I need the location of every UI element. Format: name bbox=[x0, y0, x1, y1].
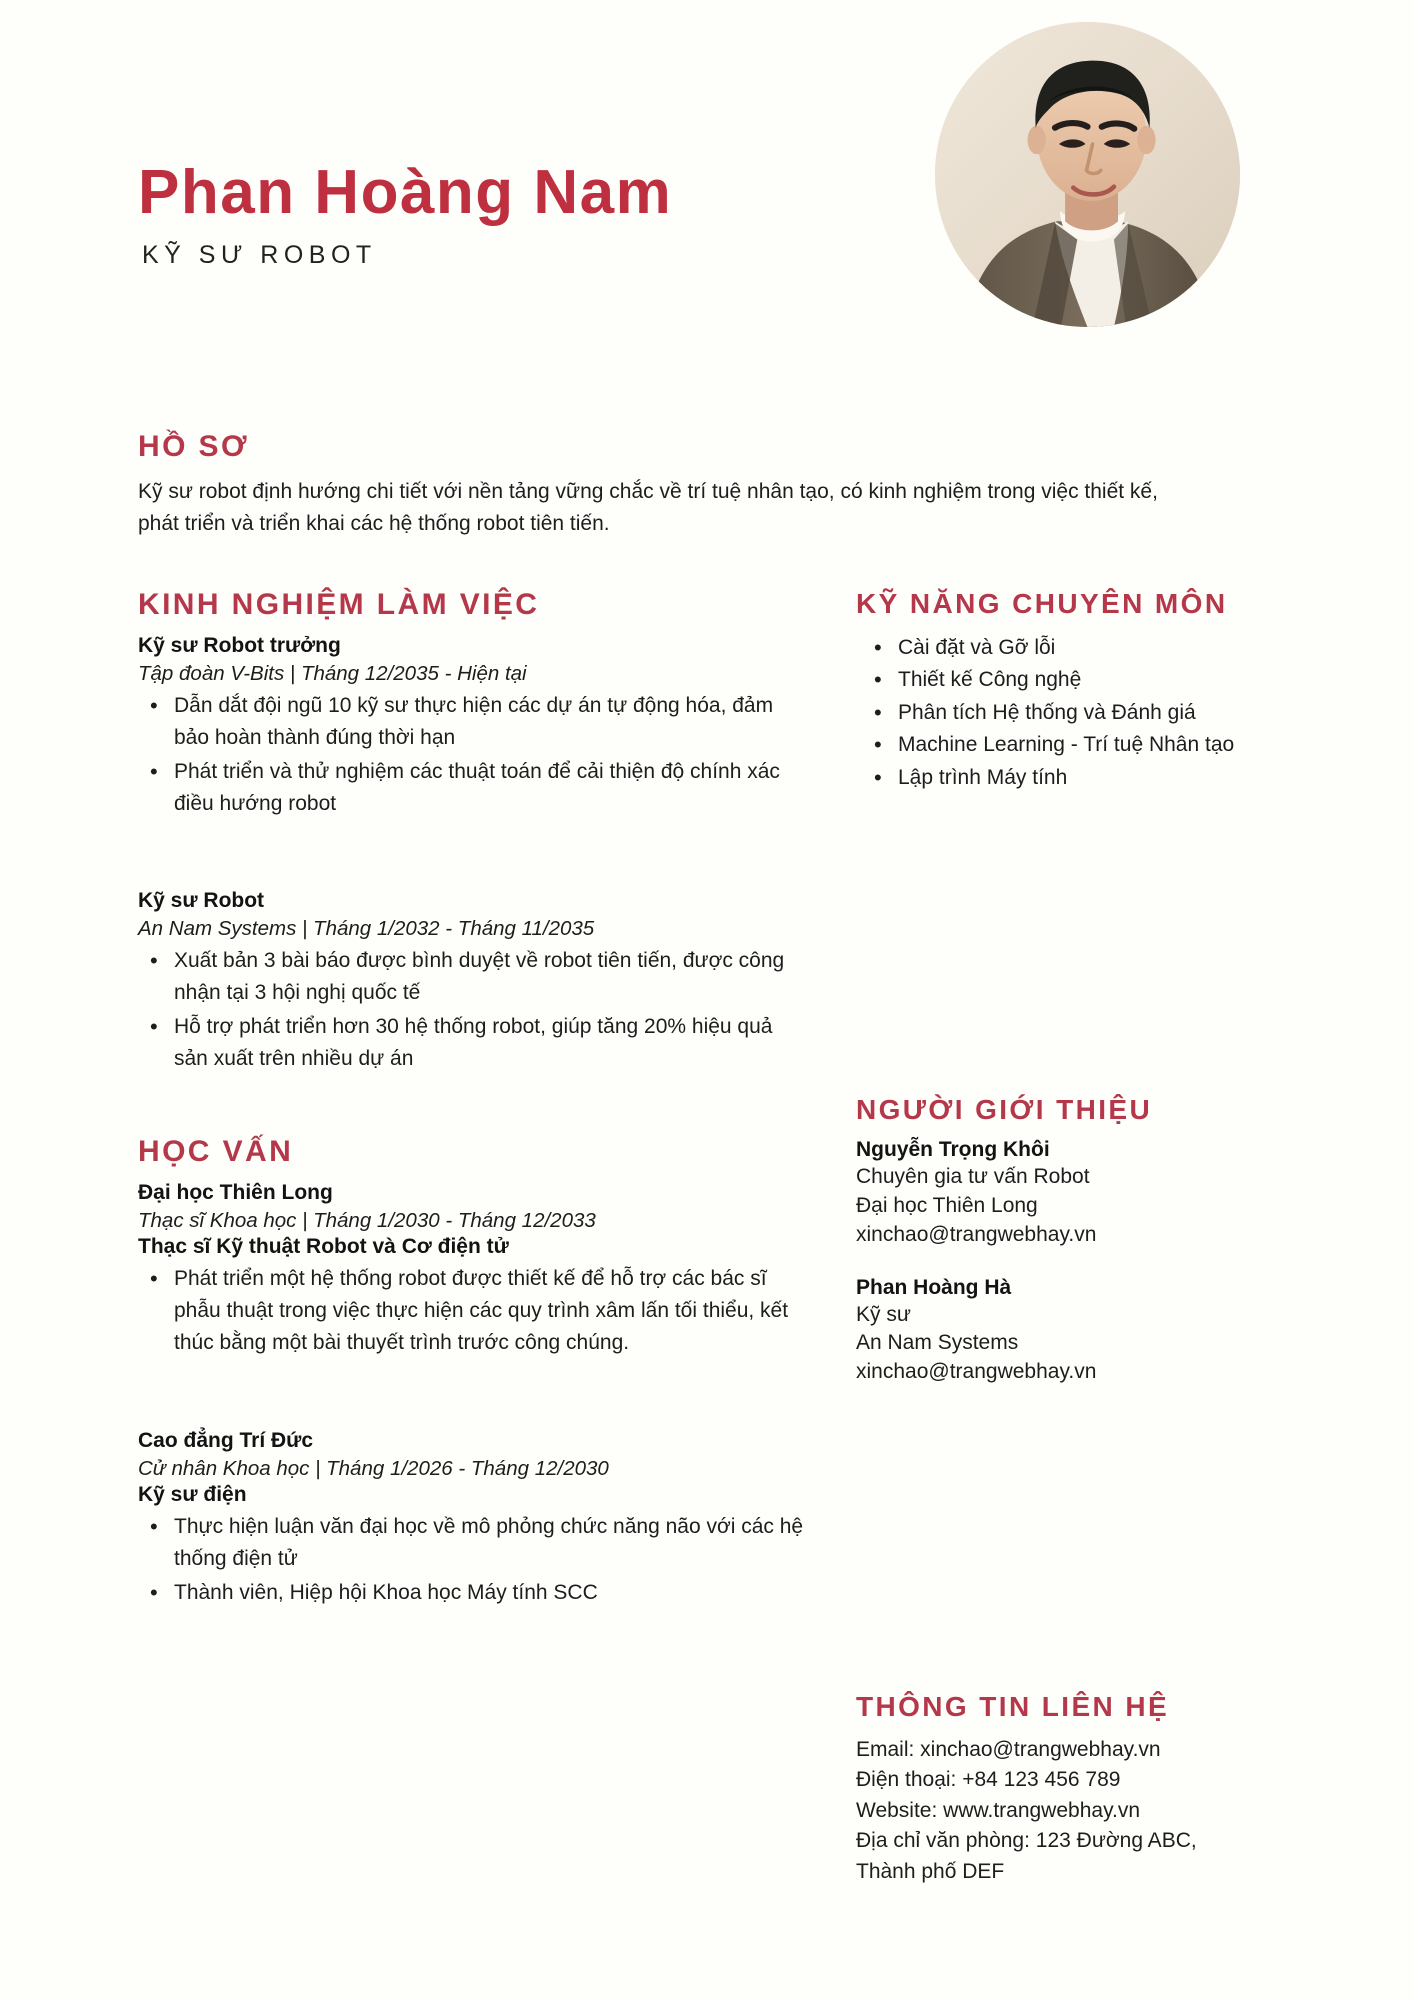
contact-section bbox=[856, 1691, 1258, 1887]
reference-role: Kỹ sư bbox=[856, 1302, 911, 1326]
spacer bbox=[138, 849, 808, 889]
contact-website[interactable]: Website: www.trangwebhay.vn bbox=[856, 1798, 1141, 1822]
spacer bbox=[138, 1077, 808, 1135]
right-column bbox=[838, 588, 1258, 1887]
experience-section bbox=[138, 588, 808, 1075]
reference-email[interactable]: xinchao@trangwebhay.vn bbox=[856, 1222, 1097, 1246]
profile-heading: HỒ SƠ bbox=[138, 430, 249, 463]
education-entry-subtitle: Cử nhân Khoa học | Tháng 1/2026 - Tháng 12/2030 bbox=[138, 1456, 609, 1480]
education-entry-bullets bbox=[138, 1263, 808, 1359]
portrait-photo-icon bbox=[935, 22, 1240, 327]
references-section bbox=[856, 1094, 1258, 1387]
experience-entry bbox=[138, 889, 808, 1075]
experience-entry-title: Kỹ sư Robot bbox=[138, 889, 265, 913]
skills-heading: KỸ NĂNG CHUYÊN MÔN bbox=[856, 587, 1228, 619]
list-item: • Cài đặt và Gỡ lỗi bbox=[896, 632, 1258, 664]
profile-section bbox=[130, 430, 1284, 540]
skills-section bbox=[856, 588, 1258, 794]
education-entry-bullets bbox=[138, 1511, 808, 1609]
education-heading: HỌC VẤN bbox=[138, 1135, 294, 1169]
job-title: KỸ SƯ ROBOT bbox=[142, 241, 377, 270]
education-section bbox=[138, 1135, 808, 1608]
contact-address: Địa chỉ văn phòng: 123 Đường ABC, Thành phố DEF bbox=[856, 1829, 1197, 1883]
contact-email[interactable]: Email: xinchao@trangwebhay.vn bbox=[856, 1737, 1161, 1761]
reference-org: Đại học Thiên Long bbox=[856, 1194, 1038, 1218]
content-columns bbox=[130, 588, 1284, 1887]
references-heading: NGƯỜI GIỚI THIỆU bbox=[856, 1094, 1153, 1126]
spacer bbox=[856, 1413, 1258, 1691]
spacer bbox=[856, 794, 1258, 1094]
reference-name: Phan Hoàng Hà bbox=[856, 1275, 1012, 1299]
list-item: • Machine Learning - Trí tuệ Nhân tạo bbox=[896, 729, 1258, 761]
list-item: • Phát triển một hệ thống robot được thiết kế để hỗ trợ các bác sĩ phẫu thuật trong việc thực hiện các quy trình xâm lấn tối thiểu, kết thúc bằng một bài thuyết trình trước công chúng. bbox=[172, 1263, 808, 1359]
list-item: • Phát triển và thử nghiệm các thuật toán để cải thiện độ chính xác điều hướng robot bbox=[172, 756, 808, 820]
education-entry bbox=[138, 1181, 808, 1359]
reference-entry bbox=[856, 1138, 1258, 1249]
list-item: • Thực hiện luận văn đại học về mô phỏng chức năng não với các hệ thống điện tử bbox=[172, 1511, 808, 1575]
experience-entry-subtitle: Tập đoàn V-Bits | Tháng 12/2035 - Hiện tại bbox=[138, 661, 527, 685]
reference-role: Chuyên gia tư vấn Robot bbox=[856, 1165, 1090, 1189]
reference-org: An Nam Systems bbox=[856, 1331, 1019, 1355]
profile-text: Kỹ sư robot định hướng chi tiết với nền tảng vững chắc về trí tuệ nhân tạo, có kinh nghiệm trong việc thiết kế, phát triển và triển khai các hệ thống robot tiên tiến. bbox=[138, 480, 1158, 535]
contact-heading: THÔNG TIN LIÊN HỆ bbox=[856, 1690, 1170, 1722]
page-title: Phan Hoàng Nam bbox=[138, 158, 673, 227]
list-item: • Xuất bản 3 bài báo được bình duyệt về robot tiên tiến, được công nhận tại 3 hội nghị quốc tế bbox=[172, 945, 808, 1009]
experience-entry-bullets bbox=[138, 945, 808, 1075]
experience-heading: KINH NGHIỆM LÀM VIỆC bbox=[138, 587, 540, 621]
reference-name: Nguyễn Trọng Khôi bbox=[856, 1138, 1050, 1162]
reference-email[interactable]: xinchao@trangwebhay.vn bbox=[856, 1360, 1097, 1384]
education-entry bbox=[138, 1429, 808, 1609]
resume-header bbox=[130, 0, 1284, 420]
left-column bbox=[138, 588, 838, 1887]
experience-entry bbox=[138, 634, 808, 820]
avatar bbox=[935, 22, 1240, 327]
list-item: • Phân tích Hệ thống và Đánh giá bbox=[896, 697, 1258, 729]
list-item: • Thiết kế Công nghệ bbox=[896, 664, 1258, 696]
contact-phone[interactable]: Điện thoại: +84 123 456 789 bbox=[856, 1768, 1121, 1792]
skills-list bbox=[856, 632, 1258, 794]
experience-entry-subtitle: An Nam Systems | Tháng 1/2032 - Tháng 11/2035 bbox=[138, 917, 595, 941]
list-item: • Dẫn dắt đội ngũ 10 kỹ sư thực hiện các dự án tự động hóa, đảm bảo hoàn thành đúng thời hạn bbox=[172, 690, 808, 754]
education-entry-degree: Thạc sĩ Kỹ thuật Robot và Cơ điện tử bbox=[138, 1235, 509, 1259]
experience-entry-bullets bbox=[138, 690, 808, 820]
education-entry-subtitle: Thạc sĩ Khoa học | Tháng 1/2030 - Tháng 12/2033 bbox=[138, 1209, 596, 1233]
header-text-block bbox=[138, 160, 672, 270]
reference-entry bbox=[856, 1276, 1258, 1387]
education-entry-degree: Kỹ sư điện bbox=[138, 1482, 247, 1506]
education-entry-title: Cao đẳng Trí Đức bbox=[138, 1428, 314, 1452]
list-item: • Thành viên, Hiệp hội Khoa học Máy tính SCC bbox=[172, 1577, 808, 1609]
spacer bbox=[138, 1389, 808, 1429]
education-entry-title: Đại học Thiên Long bbox=[138, 1181, 333, 1205]
experience-entry-title: Kỹ sư Robot trưởng bbox=[138, 633, 341, 657]
list-item: • Hỗ trợ phát triển hơn 30 hệ thống robot, giúp tăng 20% hiệu quả sản xuất trên nhiều dự án bbox=[172, 1011, 808, 1075]
list-item: • Lập trình Máy tính bbox=[896, 762, 1258, 794]
